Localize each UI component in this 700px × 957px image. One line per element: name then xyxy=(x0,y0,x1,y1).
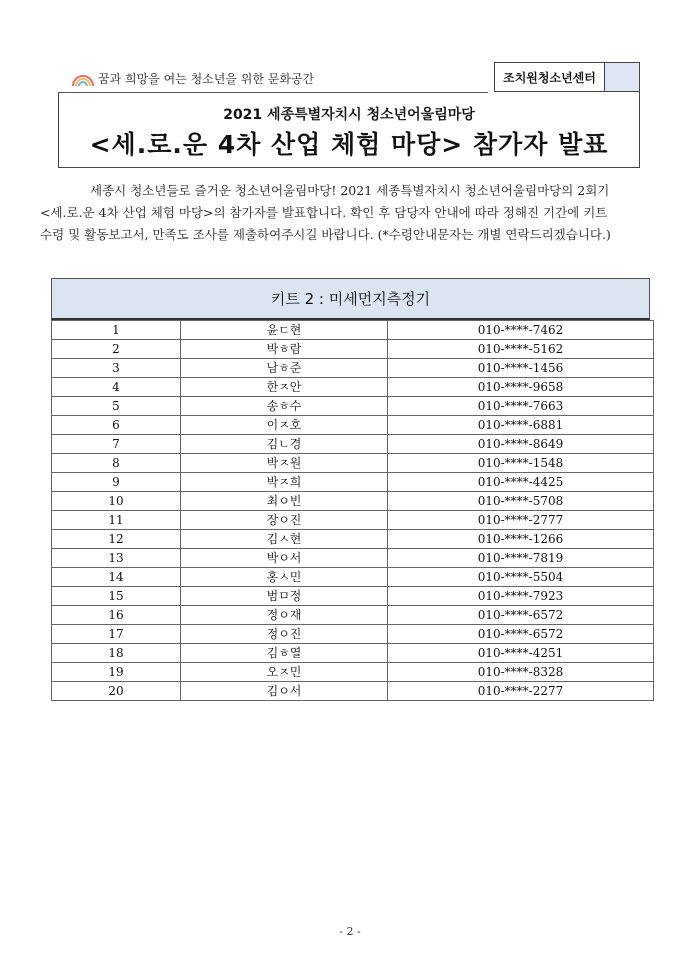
participant-name: 박ㅈ원 xyxy=(181,454,388,473)
rainbow-icon xyxy=(72,72,94,84)
row-number: 12 xyxy=(52,530,181,549)
participant-name: 장ㅇ진 xyxy=(181,511,388,530)
phone-number: 010-****-9658 xyxy=(388,378,654,397)
row-number: 20 xyxy=(52,682,181,701)
participant-name: 김ㅎ열 xyxy=(181,644,388,663)
table-row xyxy=(52,397,654,416)
row-number: 2 xyxy=(52,340,181,359)
participant-name: 김ㅇ서 xyxy=(181,682,388,701)
title-box xyxy=(58,92,640,168)
table-row xyxy=(52,321,654,340)
phone-number: 010-****-7819 xyxy=(388,549,654,568)
table-row xyxy=(52,606,654,625)
participant-name: 남ㅎ준 xyxy=(181,359,388,378)
table-row xyxy=(52,530,654,549)
row-number: 15 xyxy=(52,587,181,606)
participant-name: 김ㅅ현 xyxy=(181,530,388,549)
table-row xyxy=(52,625,654,644)
row-number: 16 xyxy=(52,606,181,625)
center-name-box: 조치원청소년센터 xyxy=(494,62,604,92)
phone-number: 010-****-6572 xyxy=(388,625,654,644)
row-number: 11 xyxy=(52,511,181,530)
participant-name: 김ㄴ경 xyxy=(181,435,388,454)
row-number: 10 xyxy=(52,492,181,511)
table-row xyxy=(52,378,654,397)
event-subtitle: 2021 세종특별자치시 청소년어울림마당 xyxy=(223,107,475,123)
row-number: 6 xyxy=(52,416,181,435)
participant-name: 박ㅎ람 xyxy=(181,340,388,359)
page-number: - 2 - xyxy=(339,925,361,938)
participant-name: 범ㅁ정 xyxy=(181,587,388,606)
phone-number: 010-****-4251 xyxy=(388,644,654,663)
phone-number: 010-****-1266 xyxy=(388,530,654,549)
table-row xyxy=(52,549,654,568)
table-row xyxy=(52,511,654,530)
phone-number: 010-****-2277 xyxy=(388,682,654,701)
participant-name: 박ㅈ희 xyxy=(181,473,388,492)
participant-name: 박ㅇ서 xyxy=(181,549,388,568)
phone-number: 010-****-6572 xyxy=(388,606,654,625)
table-row xyxy=(52,663,654,682)
phone-number: 010-****-7663 xyxy=(388,397,654,416)
table-row xyxy=(52,587,654,606)
phone-number: 010-****-2777 xyxy=(388,511,654,530)
phone-number: 010-****-6881 xyxy=(388,416,654,435)
intro-line: 수령 및 활동보고서, 만족도 조사를 제출하여주시길 바랍니다. (*수령안내문자는 개별 연락드리겠습니다.) xyxy=(40,227,611,242)
row-number: 13 xyxy=(52,549,181,568)
participant-name: 최ㅇ빈 xyxy=(181,492,388,511)
phone-number: 010-****-7462 xyxy=(388,321,654,340)
participant-name: 송ㅎ수 xyxy=(181,397,388,416)
row-number: 7 xyxy=(52,435,181,454)
table-row xyxy=(52,435,654,454)
table-row xyxy=(52,340,654,359)
row-number: 4 xyxy=(52,378,181,397)
table-row xyxy=(52,568,654,587)
row-number: 19 xyxy=(52,663,181,682)
participant-name: 오ㅈ민 xyxy=(181,663,388,682)
intro-paragraph xyxy=(40,180,660,246)
participant-name: 한ㅈ안 xyxy=(181,378,388,397)
kit-title: 키트 2 : 미세먼지측정기 xyxy=(51,278,650,320)
phone-number: 010-****-8328 xyxy=(388,663,654,682)
phone-number: 010-****-5708 xyxy=(388,492,654,511)
center-accent-box xyxy=(604,62,640,92)
row-number: 1 xyxy=(52,321,181,340)
participant-name: 정ㅇ진 xyxy=(181,625,388,644)
phone-number: 010-****-5162 xyxy=(388,340,654,359)
document-header xyxy=(58,62,640,92)
participant-name: 정ㅇ재 xyxy=(181,606,388,625)
row-number: 18 xyxy=(52,644,181,663)
table-row xyxy=(52,473,654,492)
table-row xyxy=(52,416,654,435)
table-row xyxy=(52,492,654,511)
participant-name: 윤ㄷ현 xyxy=(181,321,388,340)
row-number: 8 xyxy=(52,454,181,473)
participant-name: 홍ㅅ민 xyxy=(181,568,388,587)
phone-number: 010-****-7923 xyxy=(388,587,654,606)
row-number: 17 xyxy=(52,625,181,644)
intro-line: <세.로.운 4차 산업 체험 마당>의 참가자를 발표합니다. 확인 후 담당자 안내에 따라 정해진 기간에 키트 xyxy=(40,205,608,220)
row-number: 3 xyxy=(52,359,181,378)
table-row xyxy=(52,644,654,663)
slogan-bar xyxy=(58,70,488,93)
intro-line: 세종시 청소년들로 즐거운 청소년어울림마당! 2021 세종특별자치시 청소년어울림마당의 2회기 xyxy=(90,183,610,198)
table-row xyxy=(52,682,654,701)
phone-number: 010-****-1456 xyxy=(388,359,654,378)
phone-number: 010-****-1548 xyxy=(388,454,654,473)
participant-list xyxy=(51,320,654,701)
row-number: 14 xyxy=(52,568,181,587)
participant-name: 이ㅈ호 xyxy=(181,416,388,435)
row-number: 5 xyxy=(52,397,181,416)
table-row xyxy=(52,359,654,378)
page-title: <세.로.운 4차 산업 체험 마당> 참가자 발표 xyxy=(89,130,609,159)
phone-number: 010-****-8649 xyxy=(388,435,654,454)
header-slogan: 꿈과 희망을 여는 청소년을 위한 문화공간 xyxy=(98,72,315,86)
table-row xyxy=(52,454,654,473)
row-number: 9 xyxy=(52,473,181,492)
phone-number: 010-****-5504 xyxy=(388,568,654,587)
participant-table xyxy=(51,278,650,701)
phone-number: 010-****-4425 xyxy=(388,473,654,492)
